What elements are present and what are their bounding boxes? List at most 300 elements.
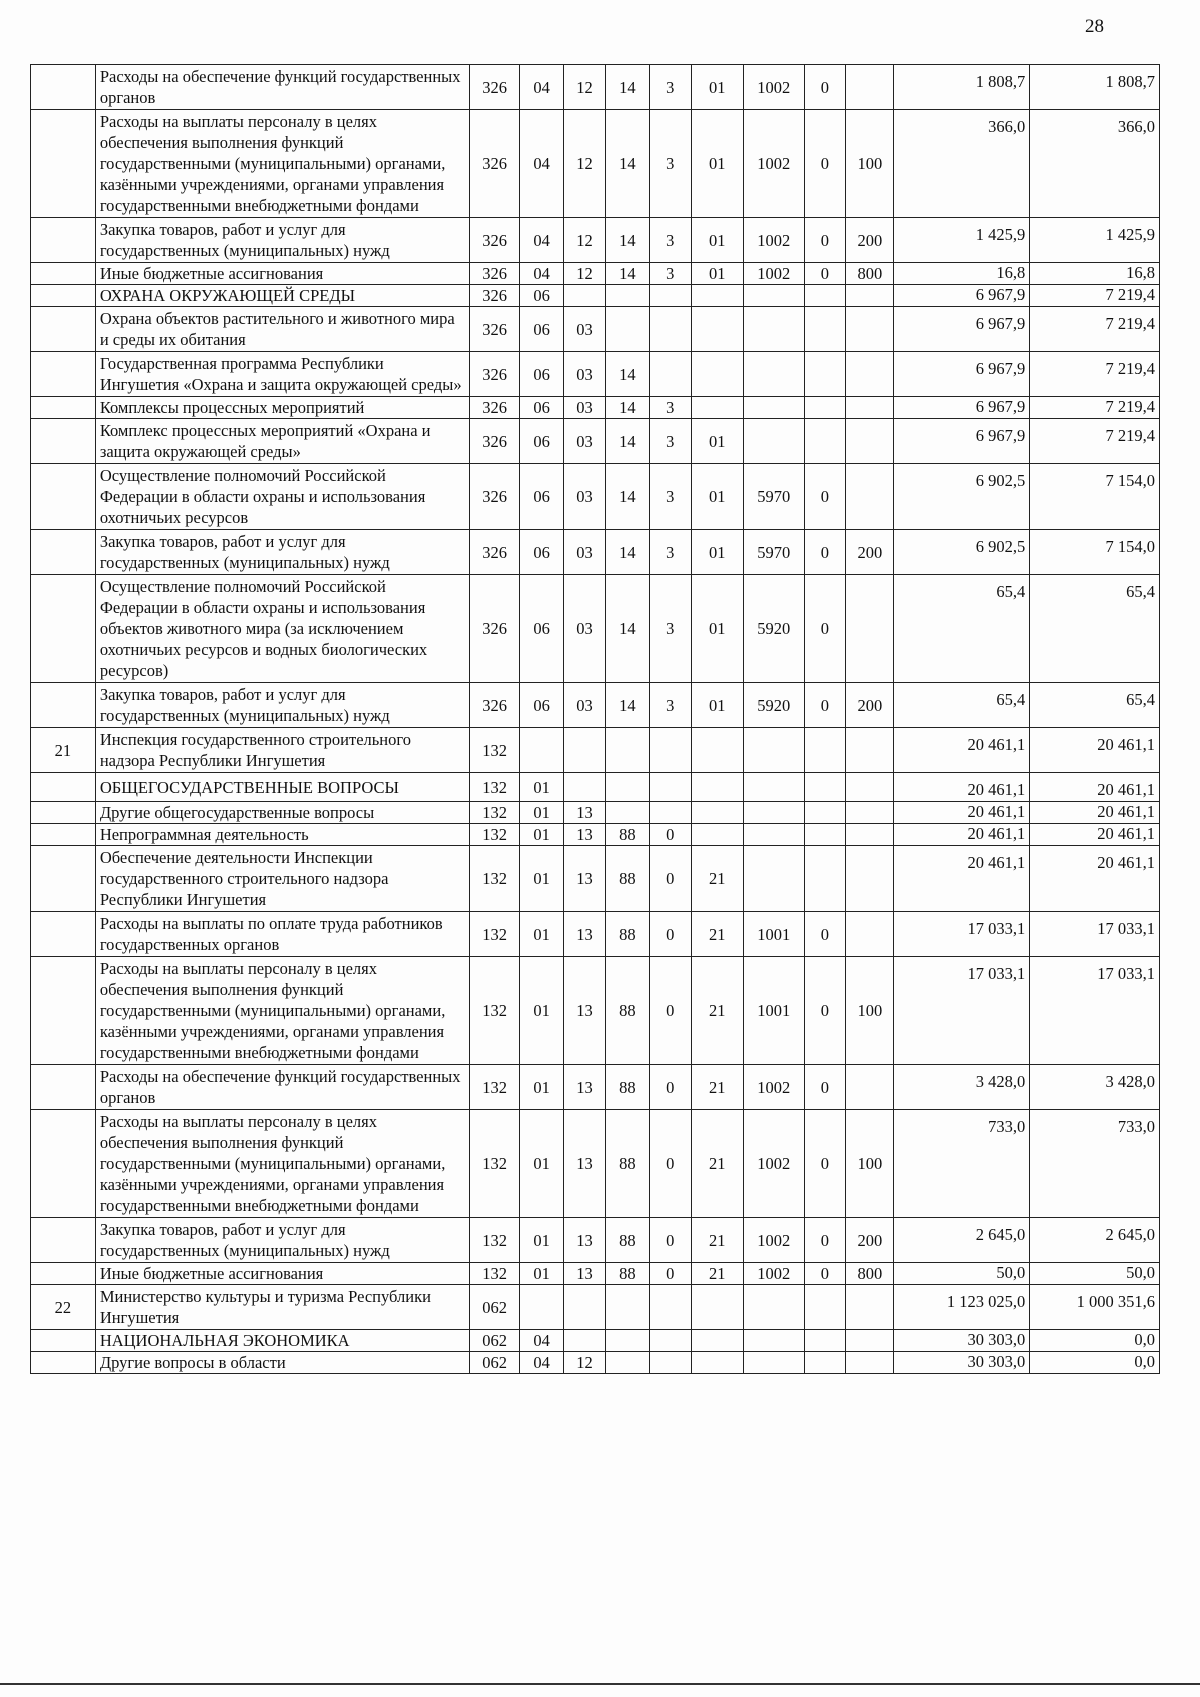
subdirection-code: 0 xyxy=(804,1218,846,1263)
program-part-code xyxy=(649,773,691,802)
direction-code xyxy=(743,824,804,846)
amount-year-1: 1 123 025,0 xyxy=(894,1285,1030,1330)
expense-type-code: 200 xyxy=(846,218,894,263)
subdirection-code: 0 xyxy=(804,530,846,575)
expense-type-code: 100 xyxy=(846,957,894,1065)
program-code: 88 xyxy=(605,1218,649,1263)
amount-year-1: 17 033,1 xyxy=(894,912,1030,957)
expense-type-code xyxy=(846,1065,894,1110)
subdirection-code: 0 xyxy=(804,218,846,263)
event-code: 21 xyxy=(691,957,743,1065)
ministry-code: 326 xyxy=(470,65,520,110)
amount-year-2: 7 219,4 xyxy=(1030,352,1160,397)
expense-type-code: 200 xyxy=(846,1218,894,1263)
row-number xyxy=(31,773,96,802)
subsection-code: 03 xyxy=(564,397,606,419)
program-part-code: 0 xyxy=(649,912,691,957)
direction-code xyxy=(743,419,804,464)
row-name: Иные бюджетные ассигнования xyxy=(95,263,469,285)
event-code: 21 xyxy=(691,1065,743,1110)
ministry-code: 132 xyxy=(470,1065,520,1110)
amount-year-2: 20 461,1 xyxy=(1030,773,1160,802)
event-code: 21 xyxy=(691,1110,743,1218)
amount-year-1: 6 902,5 xyxy=(894,464,1030,530)
row-number xyxy=(31,218,96,263)
expense-type-code xyxy=(846,419,894,464)
program-code: 14 xyxy=(605,110,649,218)
subsection-code xyxy=(564,285,606,307)
ministry-code: 326 xyxy=(470,530,520,575)
section-code xyxy=(520,1285,564,1330)
direction-code: 5920 xyxy=(743,575,804,683)
ministry-code: 326 xyxy=(470,683,520,728)
row-name: Другие вопросы в области xyxy=(95,1352,469,1374)
event-code: 01 xyxy=(691,263,743,285)
subsection-code: 13 xyxy=(564,1218,606,1263)
section-code: 01 xyxy=(520,824,564,846)
row-number xyxy=(31,307,96,352)
event-code: 01 xyxy=(691,575,743,683)
subdirection-code xyxy=(804,1330,846,1352)
subdirection-code xyxy=(804,397,846,419)
row-name: Закупка товаров, работ и услуг для государственных (муниципальных) нужд xyxy=(95,530,469,575)
amount-year-2: 16,8 xyxy=(1030,263,1160,285)
program-code: 14 xyxy=(605,65,649,110)
section-code: 04 xyxy=(520,1330,564,1352)
program-code xyxy=(605,728,649,773)
amount-year-1: 50,0 xyxy=(894,1263,1030,1285)
table-row xyxy=(31,397,1160,419)
ministry-code: 132 xyxy=(470,802,520,824)
expense-type-code xyxy=(846,1285,894,1330)
direction-code xyxy=(743,352,804,397)
table-row xyxy=(31,728,1160,773)
subsection-code: 13 xyxy=(564,912,606,957)
amount-year-2: 3 428,0 xyxy=(1030,1065,1160,1110)
direction-code: 1001 xyxy=(743,912,804,957)
amount-year-2: 7 219,4 xyxy=(1030,307,1160,352)
expense-type-code xyxy=(846,912,894,957)
program-code: 14 xyxy=(605,464,649,530)
expense-type-code xyxy=(846,1330,894,1352)
ministry-code: 062 xyxy=(470,1285,520,1330)
amount-year-2: 1 425,9 xyxy=(1030,218,1160,263)
table-row xyxy=(31,307,1160,352)
table-row xyxy=(31,824,1160,846)
amount-year-1: 6 902,5 xyxy=(894,530,1030,575)
row-number: 22 xyxy=(31,1285,96,1330)
program-part-code: 0 xyxy=(649,824,691,846)
subsection-code: 03 xyxy=(564,352,606,397)
amount-year-1: 20 461,1 xyxy=(894,802,1030,824)
table-row xyxy=(31,110,1160,218)
amount-year-1: 20 461,1 xyxy=(894,824,1030,846)
subdirection-code xyxy=(804,773,846,802)
amount-year-1: 20 461,1 xyxy=(894,773,1030,802)
subsection-code xyxy=(564,1330,606,1352)
section-code xyxy=(520,728,564,773)
row-name: Осуществление полномочий Российской Федерации в области охраны и использования объектов животного мира (за исключением охотничьих ресурсов и водных биологических ресурсов) xyxy=(95,575,469,683)
row-number xyxy=(31,110,96,218)
subdirection-code: 0 xyxy=(804,110,846,218)
row-number xyxy=(31,285,96,307)
section-code: 06 xyxy=(520,464,564,530)
ministry-code: 132 xyxy=(470,728,520,773)
subsection-code: 12 xyxy=(564,218,606,263)
program-code: 88 xyxy=(605,824,649,846)
subsection-code: 13 xyxy=(564,1263,606,1285)
row-number xyxy=(31,397,96,419)
subdirection-code xyxy=(804,728,846,773)
subdirection-code: 0 xyxy=(804,575,846,683)
table-row xyxy=(31,285,1160,307)
expense-type-code xyxy=(846,773,894,802)
program-part-code: 0 xyxy=(649,1110,691,1218)
table-row xyxy=(31,846,1160,912)
amount-year-2: 7 219,4 xyxy=(1030,397,1160,419)
row-name: Охрана объектов растительного и животного мира и среды их обитания xyxy=(95,307,469,352)
program-code: 14 xyxy=(605,263,649,285)
row-name: ОХРАНА ОКРУЖАЮЩЕЙ СРЕДЫ xyxy=(95,285,469,307)
ministry-code: 326 xyxy=(470,307,520,352)
program-code xyxy=(605,1330,649,1352)
amount-year-1: 65,4 xyxy=(894,575,1030,683)
expense-type-code: 800 xyxy=(846,263,894,285)
program-part-code: 0 xyxy=(649,1263,691,1285)
section-code: 01 xyxy=(520,1218,564,1263)
ministry-code: 062 xyxy=(470,1352,520,1374)
event-code xyxy=(691,1352,743,1374)
program-part-code xyxy=(649,1285,691,1330)
table-row xyxy=(31,464,1160,530)
program-code: 88 xyxy=(605,1065,649,1110)
amount-year-2: 17 033,1 xyxy=(1030,912,1160,957)
amount-year-1: 30 303,0 xyxy=(894,1330,1030,1352)
program-part-code: 0 xyxy=(649,846,691,912)
row-name: Обеспечение деятельности Инспекции государственного строительного надзора Республики Ингушетия xyxy=(95,846,469,912)
subsection-code: 13 xyxy=(564,1065,606,1110)
program-code: 14 xyxy=(605,575,649,683)
program-part-code xyxy=(649,728,691,773)
amount-year-2: 20 461,1 xyxy=(1030,824,1160,846)
ministry-code: 062 xyxy=(470,1330,520,1352)
subsection-code: 13 xyxy=(564,957,606,1065)
program-part-code: 0 xyxy=(649,1065,691,1110)
table-row xyxy=(31,957,1160,1065)
table-row xyxy=(31,218,1160,263)
budget-table-body xyxy=(31,65,1160,1374)
ministry-code: 132 xyxy=(470,1218,520,1263)
table-row xyxy=(31,773,1160,802)
direction-code: 5970 xyxy=(743,464,804,530)
row-number xyxy=(31,1065,96,1110)
subdirection-code xyxy=(804,419,846,464)
program-code: 88 xyxy=(605,1263,649,1285)
amount-year-1: 366,0 xyxy=(894,110,1030,218)
amount-year-2: 20 461,1 xyxy=(1030,846,1160,912)
event-code: 01 xyxy=(691,419,743,464)
subdirection-code: 0 xyxy=(804,1065,846,1110)
direction-code: 1002 xyxy=(743,1218,804,1263)
row-number xyxy=(31,1110,96,1218)
subdirection-code: 0 xyxy=(804,464,846,530)
expense-type-code xyxy=(846,285,894,307)
row-name: Расходы на обеспечение функций государственных органов xyxy=(95,1065,469,1110)
program-code: 14 xyxy=(605,419,649,464)
event-code: 01 xyxy=(691,65,743,110)
ministry-code: 132 xyxy=(470,1110,520,1218)
program-part-code: 3 xyxy=(649,464,691,530)
expense-type-code: 200 xyxy=(846,683,894,728)
amount-year-1: 20 461,1 xyxy=(894,728,1030,773)
program-part-code: 3 xyxy=(649,419,691,464)
section-code: 01 xyxy=(520,1110,564,1218)
expense-type-code xyxy=(846,846,894,912)
subdirection-code: 0 xyxy=(804,65,846,110)
amount-year-2: 7 219,4 xyxy=(1030,285,1160,307)
section-code: 06 xyxy=(520,307,564,352)
direction-code: 1001 xyxy=(743,957,804,1065)
section-code: 01 xyxy=(520,957,564,1065)
direction-code xyxy=(743,307,804,352)
ministry-code: 326 xyxy=(470,419,520,464)
subsection-code: 03 xyxy=(564,419,606,464)
ministry-code: 132 xyxy=(470,846,520,912)
amount-year-2: 0,0 xyxy=(1030,1352,1160,1374)
subdirection-code: 0 xyxy=(804,683,846,728)
section-code: 01 xyxy=(520,1065,564,1110)
direction-code xyxy=(743,846,804,912)
amount-year-1: 733,0 xyxy=(894,1110,1030,1218)
program-code: 88 xyxy=(605,846,649,912)
row-name: ОБЩЕГОСУДАРСТВЕННЫЕ ВОПРОСЫ xyxy=(95,773,469,802)
program-code xyxy=(605,307,649,352)
row-number: 21 xyxy=(31,728,96,773)
row-name: Государственная программа Республики Ингушетия «Охрана и защита окружающей среды» xyxy=(95,352,469,397)
row-number xyxy=(31,575,96,683)
program-code: 14 xyxy=(605,397,649,419)
table-row xyxy=(31,802,1160,824)
subdirection-code xyxy=(804,1285,846,1330)
direction-code: 1002 xyxy=(743,1065,804,1110)
subdirection-code xyxy=(804,846,846,912)
direction-code: 1002 xyxy=(743,1110,804,1218)
subsection-code xyxy=(564,1285,606,1330)
row-name: Расходы на выплаты персоналу в целях обеспечения выполнения функций государственными (муниципальными) органами, казёнными учреждениями, органами управления государственными внебюджетными фондами xyxy=(95,1110,469,1218)
row-number xyxy=(31,1352,96,1374)
expense-type-code: 800 xyxy=(846,1263,894,1285)
direction-code: 1002 xyxy=(743,218,804,263)
row-number xyxy=(31,263,96,285)
direction-code: 5970 xyxy=(743,530,804,575)
program-code xyxy=(605,285,649,307)
ministry-code: 326 xyxy=(470,575,520,683)
direction-code: 1002 xyxy=(743,263,804,285)
section-code: 01 xyxy=(520,773,564,802)
subdirection-code xyxy=(804,352,846,397)
expense-type-code xyxy=(846,802,894,824)
row-number xyxy=(31,802,96,824)
amount-year-2: 65,4 xyxy=(1030,575,1160,683)
row-number xyxy=(31,683,96,728)
expense-type-code xyxy=(846,65,894,110)
budget-table xyxy=(30,64,1160,1374)
amount-year-1: 30 303,0 xyxy=(894,1352,1030,1374)
ministry-code: 326 xyxy=(470,285,520,307)
row-name: Расходы на обеспечение функций государственных органов xyxy=(95,65,469,110)
subsection-code xyxy=(564,728,606,773)
expense-type-code: 100 xyxy=(846,1110,894,1218)
section-code: 06 xyxy=(520,352,564,397)
ministry-code: 132 xyxy=(470,1263,520,1285)
table-row xyxy=(31,575,1160,683)
row-name: Инспекция государственного строительного надзора Республики Ингушетия xyxy=(95,728,469,773)
row-name: Иные бюджетные ассигнования xyxy=(95,1263,469,1285)
table-row xyxy=(31,683,1160,728)
amount-year-2: 733,0 xyxy=(1030,1110,1160,1218)
subdirection-code xyxy=(804,824,846,846)
table-row xyxy=(31,352,1160,397)
row-name: Закупка товаров, работ и услуг для государственных (муниципальных) нужд xyxy=(95,683,469,728)
subsection-code: 03 xyxy=(564,464,606,530)
program-code xyxy=(605,1285,649,1330)
row-name: Осуществление полномочий Российской Федерации в области охраны и использования охотничьих ресурсов xyxy=(95,464,469,530)
row-number xyxy=(31,1263,96,1285)
direction-code xyxy=(743,1285,804,1330)
event-code: 21 xyxy=(691,846,743,912)
subsection-code: 03 xyxy=(564,575,606,683)
direction-code: 1002 xyxy=(743,110,804,218)
page-bottom-rule xyxy=(0,1683,1200,1685)
row-number xyxy=(31,824,96,846)
program-code: 88 xyxy=(605,1110,649,1218)
direction-code xyxy=(743,773,804,802)
event-code xyxy=(691,824,743,846)
amount-year-1: 3 428,0 xyxy=(894,1065,1030,1110)
direction-code: 5920 xyxy=(743,683,804,728)
ministry-code: 132 xyxy=(470,773,520,802)
table-row xyxy=(31,65,1160,110)
subsection-code: 12 xyxy=(564,1352,606,1374)
direction-code xyxy=(743,802,804,824)
program-part-code xyxy=(649,285,691,307)
program-part-code xyxy=(649,352,691,397)
direction-code xyxy=(743,1352,804,1374)
event-code xyxy=(691,1285,743,1330)
program-part-code xyxy=(649,802,691,824)
expense-type-code xyxy=(846,397,894,419)
event-code xyxy=(691,802,743,824)
expense-type-code: 100 xyxy=(846,110,894,218)
amount-year-2: 7 154,0 xyxy=(1030,464,1160,530)
row-name: Министерство культуры и туризма Республики Ингушетия xyxy=(95,1285,469,1330)
subdirection-code: 0 xyxy=(804,912,846,957)
expense-type-code xyxy=(846,464,894,530)
expense-type-code xyxy=(846,352,894,397)
ministry-code: 326 xyxy=(470,397,520,419)
event-code: 01 xyxy=(691,683,743,728)
program-code: 14 xyxy=(605,218,649,263)
amount-year-2: 2 645,0 xyxy=(1030,1218,1160,1263)
section-code: 06 xyxy=(520,530,564,575)
program-part-code xyxy=(649,1330,691,1352)
subdirection-code: 0 xyxy=(804,263,846,285)
program-part-code: 3 xyxy=(649,683,691,728)
row-name: Расходы на выплаты персоналу в целях обеспечения выполнения функций государственными (муниципальными) органами, казёнными учреждениями, органами управления государственными внебюджетными фондами xyxy=(95,110,469,218)
event-code: 01 xyxy=(691,530,743,575)
expense-type-code xyxy=(846,575,894,683)
expense-type-code: 200 xyxy=(846,530,894,575)
program-code xyxy=(605,1352,649,1374)
subdirection-code: 0 xyxy=(804,957,846,1065)
amount-year-1: 65,4 xyxy=(894,683,1030,728)
section-code: 01 xyxy=(520,802,564,824)
subdirection-code xyxy=(804,802,846,824)
page-number: 28 xyxy=(1085,16,1104,37)
section-code: 04 xyxy=(520,65,564,110)
section-code: 04 xyxy=(520,110,564,218)
subdirection-code: 0 xyxy=(804,1110,846,1218)
section-code: 06 xyxy=(520,285,564,307)
section-code: 04 xyxy=(520,1352,564,1374)
amount-year-2: 20 461,1 xyxy=(1030,728,1160,773)
amount-year-1: 20 461,1 xyxy=(894,846,1030,912)
row-number xyxy=(31,530,96,575)
subsection-code: 13 xyxy=(564,1110,606,1218)
expense-type-code xyxy=(846,1352,894,1374)
event-code: 01 xyxy=(691,464,743,530)
table-row xyxy=(31,1352,1160,1374)
row-number xyxy=(31,419,96,464)
section-code: 01 xyxy=(520,912,564,957)
event-code xyxy=(691,397,743,419)
table-row xyxy=(31,912,1160,957)
table-row xyxy=(31,530,1160,575)
ministry-code: 132 xyxy=(470,957,520,1065)
row-name: Расходы на выплаты по оплате труда работников государственных органов xyxy=(95,912,469,957)
row-number xyxy=(31,846,96,912)
event-code xyxy=(691,285,743,307)
amount-year-1: 17 033,1 xyxy=(894,957,1030,1065)
ministry-code: 326 xyxy=(470,263,520,285)
section-code: 01 xyxy=(520,846,564,912)
event-code: 21 xyxy=(691,1263,743,1285)
program-code: 88 xyxy=(605,912,649,957)
table-row xyxy=(31,1218,1160,1263)
row-name: Закупка товаров, работ и услуг для государственных (муниципальных) нужд xyxy=(95,1218,469,1263)
ministry-code: 326 xyxy=(470,352,520,397)
row-name: Другие общегосударственные вопросы xyxy=(95,802,469,824)
amount-year-1: 6 967,9 xyxy=(894,285,1030,307)
row-number xyxy=(31,912,96,957)
table-row xyxy=(31,1285,1160,1330)
direction-code xyxy=(743,285,804,307)
program-part-code: 0 xyxy=(649,957,691,1065)
subsection-code xyxy=(564,773,606,802)
event-code xyxy=(691,773,743,802)
program-code: 14 xyxy=(605,530,649,575)
section-code: 04 xyxy=(520,263,564,285)
row-name: Расходы на выплаты персоналу в целях обеспечения выполнения функций государственными (муниципальными) органами, казёнными учреждениями, органами управления государственными внебюджетными фондами xyxy=(95,957,469,1065)
subsection-code: 12 xyxy=(564,110,606,218)
ministry-code: 326 xyxy=(470,464,520,530)
expense-type-code xyxy=(846,824,894,846)
subsection-code: 13 xyxy=(564,824,606,846)
row-number xyxy=(31,1218,96,1263)
direction-code: 1002 xyxy=(743,1263,804,1285)
amount-year-2: 1 000 351,6 xyxy=(1030,1285,1160,1330)
subsection-code: 12 xyxy=(564,65,606,110)
